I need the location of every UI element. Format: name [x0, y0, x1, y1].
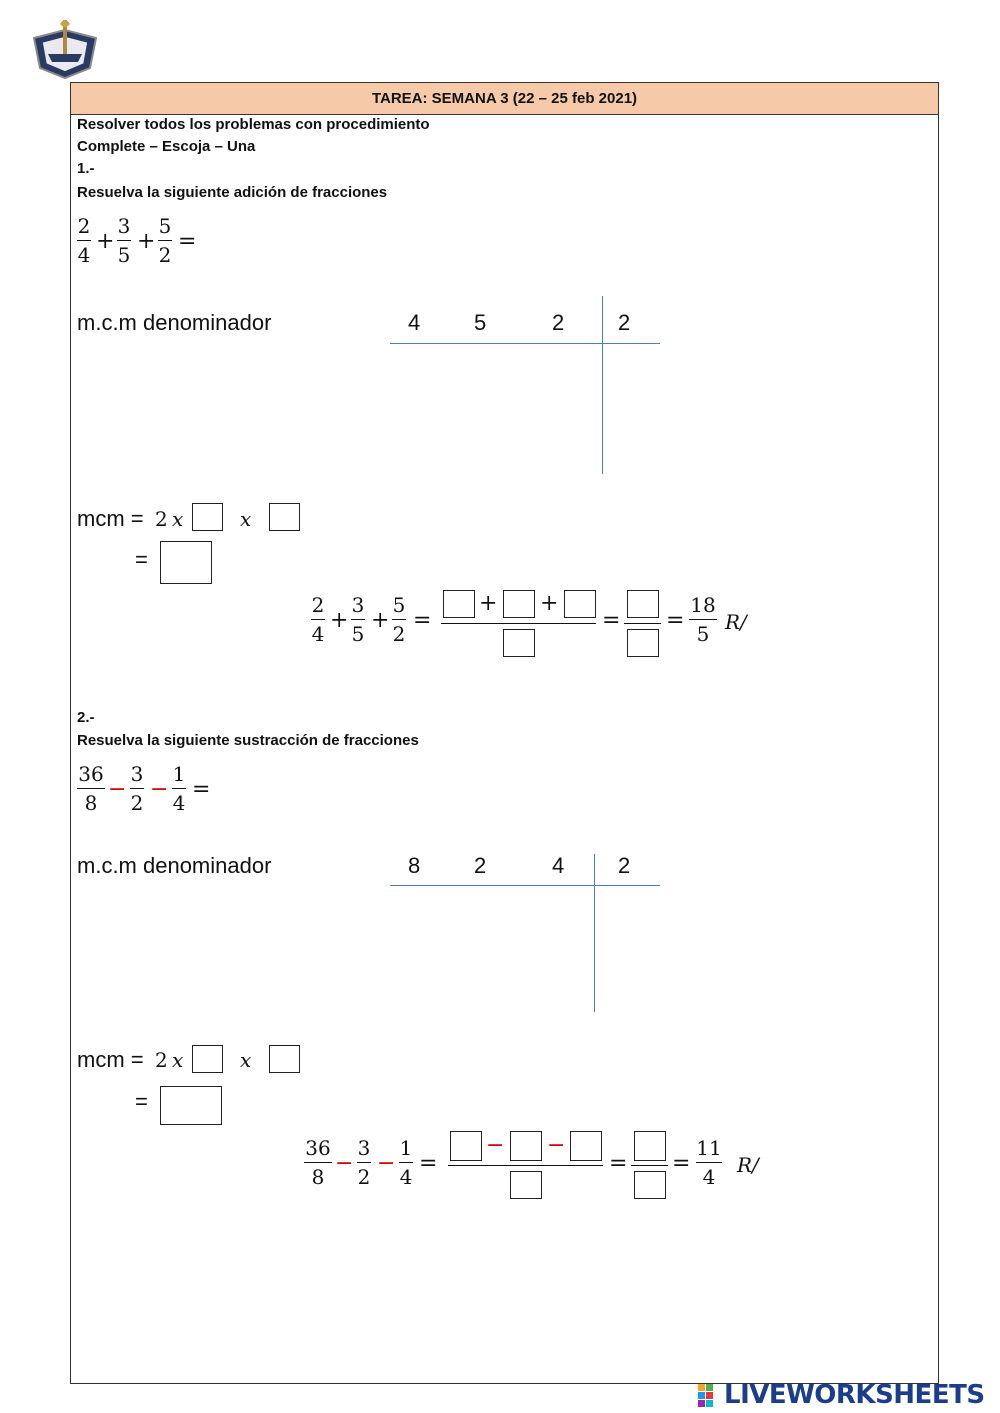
p2-table-hline: [390, 885, 660, 886]
p2-num-box-3[interactable]: [570, 1131, 602, 1161]
p1-sol-fraction-2: 3 5: [351, 593, 365, 646]
p2-result-bar: [631, 1165, 668, 1166]
liveworksheets-brand[interactable]: LIVEWORKSHEETS: [724, 1380, 985, 1410]
p2-sol-equals-3: =: [672, 1151, 691, 1176]
p2-fraction-2: 3 2: [130, 762, 144, 815]
p1-sol-equals-3: =: [666, 608, 685, 633]
p2-mcm-result-box[interactable]: [160, 1086, 222, 1125]
p1-mcm-label: m.c.m denominador: [77, 310, 272, 335]
problem-1-number: 1.-: [77, 160, 95, 177]
p1-divisor: 2: [618, 310, 631, 335]
p1-sol-equals-1: =: [413, 608, 432, 633]
p2-num-box-1[interactable]: [450, 1131, 482, 1161]
p2-mcm-prefix: mcm =: [77, 1047, 144, 1072]
p1-sol-equals-2: =: [602, 608, 621, 633]
p2-times-1: x: [172, 1048, 184, 1072]
p2-num-box-2[interactable]: [510, 1131, 542, 1161]
p2-den-2: 2: [474, 853, 487, 878]
p1-sol-fraction-3: 5 2: [392, 593, 406, 646]
intro-line-1: Resolver todos los problemas con procedimiento: [77, 116, 430, 133]
p1-result-bar: [624, 623, 661, 624]
p1-num-box-3[interactable]: [564, 590, 596, 618]
p1-sol-plus-1: +: [330, 608, 349, 633]
p1-mcm-box-2[interactable]: [269, 503, 300, 531]
p2-den-box[interactable]: [510, 1171, 542, 1199]
p1-num-box-2[interactable]: [503, 590, 535, 618]
p1-result-num-box[interactable]: [627, 590, 659, 618]
p2-sol-equals-2: =: [609, 1151, 628, 1176]
p2-minus-2: −: [150, 777, 169, 802]
problem-1-instruction: Resuelva la siguiente adición de fracciones: [77, 184, 388, 201]
p2-sol-minus-1: −: [335, 1151, 354, 1176]
p1-plus-2: +: [137, 229, 156, 254]
p1-mcm-box-1[interactable]: [192, 503, 223, 531]
p1-mcm-two: 2: [155, 507, 168, 531]
p1-fraction-1: 2 4: [77, 214, 91, 267]
p1-sol-plus-2: +: [371, 608, 390, 633]
p1-num-plus-2: +: [540, 591, 559, 616]
p1-den-box[interactable]: [503, 629, 535, 657]
p2-r-label: R/: [737, 1153, 759, 1177]
p2-fraction-3: 1 4: [172, 762, 186, 815]
p1-table-hline: [390, 343, 660, 344]
intro-line-2: Complete – Escoja – Una: [77, 138, 256, 155]
p2-table-vline: [594, 854, 595, 1012]
p2-main-fraction-bar: [448, 1165, 603, 1166]
p2-mcm-equals: =: [135, 1089, 148, 1114]
p1-mcm-result-box[interactable]: [160, 541, 212, 584]
p2-minus-1: −: [108, 777, 127, 802]
p1-answer-fraction: 18 5: [690, 593, 716, 646]
p2-sol-minus-2: −: [377, 1151, 396, 1176]
p1-mcm-prefix: mcm =: [77, 506, 144, 531]
p1-times-2: x: [240, 507, 252, 531]
p1-sol-fraction-1: 2 4: [311, 593, 325, 646]
p2-sol-fraction-2: 3 2: [357, 1136, 371, 1189]
p1-fraction-2: 3 5: [117, 214, 131, 267]
p2-sol-equals-1: =: [419, 1151, 438, 1176]
p2-den-3: 4: [552, 853, 565, 878]
p1-result-den-box[interactable]: [627, 629, 659, 657]
p2-sol-fraction-1: 36 8: [305, 1136, 331, 1189]
worksheet-title: TAREA: SEMANA 3 (22 – 25 feb 2021): [71, 83, 938, 115]
p2-mcm-two: 2: [155, 1048, 168, 1072]
p1-num-plus-1: +: [479, 591, 498, 616]
p2-divisor: 2: [618, 853, 631, 878]
p1-den-2: 5: [474, 310, 487, 335]
p2-mcm-box-2[interactable]: [269, 1045, 300, 1073]
p1-table-vline: [602, 296, 603, 474]
p1-equals: =: [178, 229, 197, 254]
p1-fraction-3: 5 2: [158, 214, 172, 267]
p1-mcm-equals: =: [135, 547, 148, 572]
p2-num-minus-1: −: [486, 1133, 505, 1158]
p1-den-1: 4: [408, 310, 421, 335]
p2-result-num-box[interactable]: [634, 1131, 666, 1161]
p2-result-den-box[interactable]: [634, 1171, 666, 1199]
p2-sol-fraction-3: 1 4: [399, 1136, 413, 1189]
p2-equals: =: [192, 777, 211, 802]
p2-times-2: x: [240, 1048, 252, 1072]
p1-main-fraction-bar: [441, 623, 596, 624]
p1-den-3: 2: [552, 310, 565, 335]
p2-answer-fraction: 11 4: [696, 1136, 722, 1189]
p2-fraction-1: 36 8: [78, 762, 104, 815]
problem-2-instruction: Resuelva la siguiente sustracción de fracciones: [77, 732, 419, 749]
p2-num-minus-2: −: [547, 1133, 566, 1158]
p1-times-1: x: [172, 507, 184, 531]
p1-r-label: R/: [725, 610, 747, 634]
p1-num-box-1[interactable]: [443, 590, 475, 618]
p2-den-1: 8: [408, 853, 421, 878]
school-crest-logo: [30, 16, 100, 82]
p2-mcm-box-1[interactable]: [192, 1045, 223, 1073]
problem-2-number: 2.-: [77, 709, 95, 726]
liveworksheets-logo-icon: [698, 1382, 722, 1408]
p2-mcm-label: m.c.m denominador: [77, 853, 272, 878]
p1-plus-1: +: [96, 229, 115, 254]
